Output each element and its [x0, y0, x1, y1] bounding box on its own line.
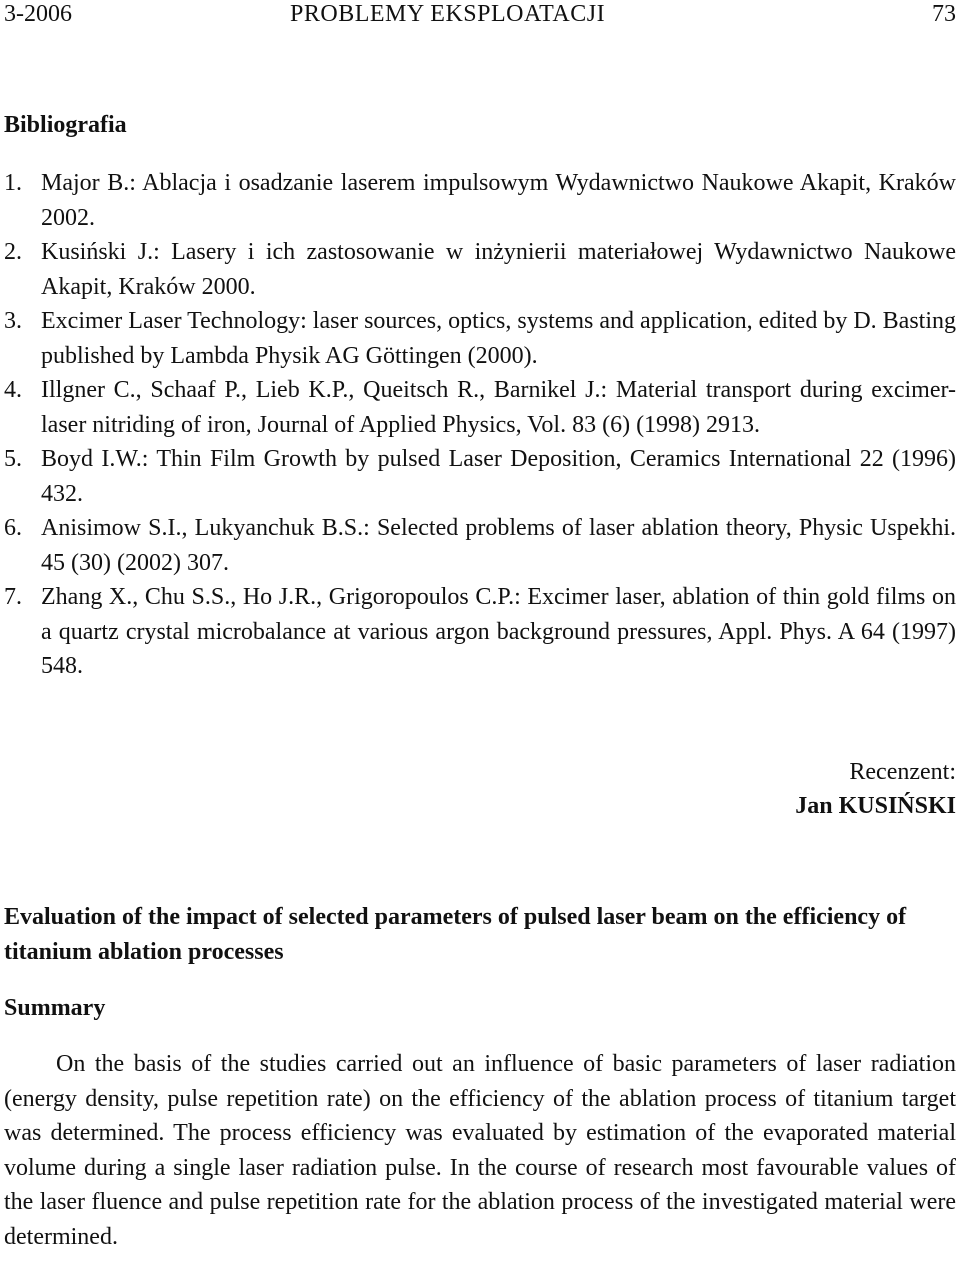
item-number: 5. [4, 446, 22, 472]
reviewer-label: Recenzent: [849, 759, 956, 785]
item-text: Zhang X., Chu S.S., Ho J.R., Grigoropoulos C.P.: Excimer laser, ablation of thin gold films on a quartz crystal microbalance at various argon background pressures, Appl. Phys. A 64 (1997) 548. [41, 584, 956, 679]
item-number: 1. [4, 170, 22, 196]
journal-title: PROBLEMY EKSPLOATACJI [290, 1, 606, 27]
item-number: 3. [4, 308, 22, 334]
running-header [4, 0, 956, 30]
bibliography-item [4, 442, 956, 511]
item-text: Boyd I.W.: Thin Film Growth by pulsed Laser Deposition, Ceramics International 22 (1996) 432. [41, 446, 956, 507]
item-text: Anisimow S.I., Lukyanchuk B.S.: Selected problems of laser ablation theory, Physic Uspekhi. 45 (30) (2002) 307. [41, 515, 956, 576]
summary-paragraph: On the basis of the studies carried out an influence of basic parameters of laser radiation (energy density, pulse repetition rate) on the efficiency of the ablation process of titanium target was determined. The process efficiency was evaluated by estimation of the evaporated material volume during a single laser radiation pulse. In the course of research most favourable values of the laser fluence and pulse repetition rate for the ablation process of the investigated material were determined. [4, 1051, 956, 1250]
issue-number: 3-2006 [4, 1, 72, 27]
page-number: 73 [932, 1, 956, 27]
item-text: Major B.: Ablacja i osadzanie laserem impulsowym Wydawnictwo Naukowe Akapit, Kraków 2002. [41, 170, 956, 231]
item-number: 6. [4, 515, 22, 541]
bibliography-item [4, 166, 956, 235]
summary-heading: Summary [4, 995, 106, 1021]
english-title: Evaluation of the impact of selected parameters of pulsed laser beam on the efficiency of titanium ablation processes [4, 904, 907, 965]
bibliography-item [4, 235, 956, 304]
item-text: Excimer Laser Technology: laser sources, optics, systems and application, edited by D. Basting published by Lambda Physik AG Göttingen (2000). [41, 308, 956, 369]
item-text: Kusiński J.: Lasery i ich zastosowanie w inżynierii materiałowej Wydawnictwo Naukowe Akapit, Kraków 2000. [41, 239, 956, 300]
item-text: Illgner C., Schaaf P., Lieb K.P., Queitsch R., Barnikel J.: Material transport during excimer-laser nitriding of iron, Journal of Applied Physics, Vol. 83 (6) (1998) 2913. [41, 377, 956, 438]
item-number: 2. [4, 239, 22, 265]
bibliography-item [4, 373, 956, 442]
item-number: 4. [4, 377, 22, 403]
bibliography-item [4, 580, 956, 684]
document-page [4, 0, 956, 1283]
bibliography-heading: Bibliografia [4, 112, 127, 138]
reviewer-name: Jan KUSIŃSKI [795, 793, 956, 819]
bibliography-item [4, 511, 956, 580]
item-number: 7. [4, 584, 22, 610]
bibliography-list [4, 166, 956, 684]
bibliography-item [4, 304, 956, 373]
